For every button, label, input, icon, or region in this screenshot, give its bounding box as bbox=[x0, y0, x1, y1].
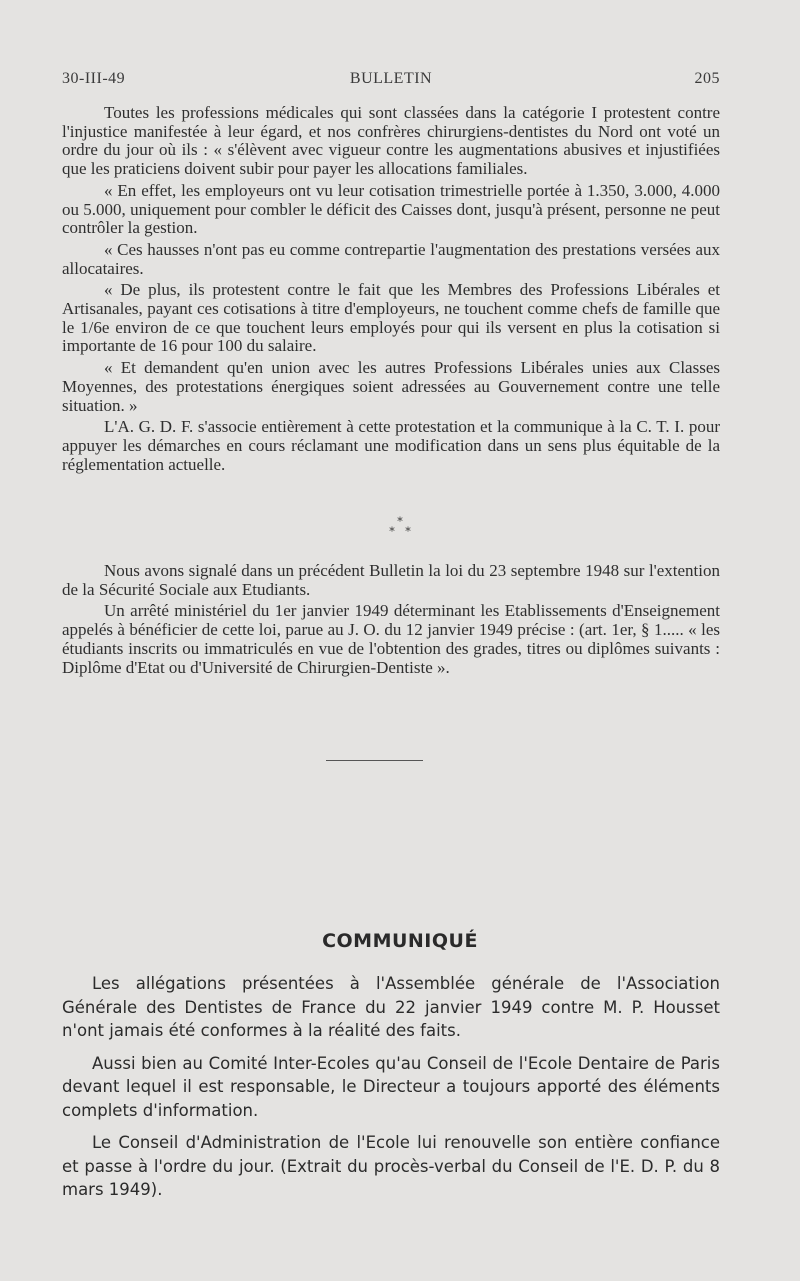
communique-text bbox=[62, 972, 720, 1211]
asterism-separator bbox=[0, 517, 800, 537]
etudiants-section bbox=[62, 562, 720, 680]
page-header bbox=[62, 70, 720, 92]
header-date: 30-III-49 bbox=[62, 70, 126, 87]
paragraph: « Ces hausses n'ont pas eu comme contrepartie l'augmentation des prestations versées aux allocataires. bbox=[62, 239, 720, 278]
paragraph: « En effet, les employeurs ont vu leur cotisation trimestrielle portée à 1.350, 3.000, 4.000 ou 5.000, uniquement pour combler le déficit des Caisses dont, jusqu'à présent, personne ne peut contrôler la gestion. bbox=[62, 180, 720, 238]
paragraph: Les allégations présentées à l'Assemblée générale de l'Association Générale des Dentistes de France du 22 janvier 1949 contre M. P. Housset n'ont jamais été conformes à la réalité des faits. bbox=[62, 974, 720, 1040]
paragraph: Aussi bien au Comité Inter-Ecoles qu'au Conseil de l'Ecole Dentaire de Paris devant lequel il est responsable, le Directeur a toujours apporté des éléments complets d'information. bbox=[62, 1053, 720, 1120]
paragraph: « Et demandent qu'en union avec les autres Professions Libérales unies aux Classes Moyennes, des protestations énergiques soient adressées au Gouvernement contre une telle situation. » bbox=[62, 358, 720, 415]
star-top: * bbox=[397, 515, 403, 528]
header-title: BULLETIN bbox=[349, 70, 433, 87]
section-divider bbox=[326, 760, 423, 761]
paragraph: L'A. G. D. F. s'associe entièrement à cette protestation et la communique à la C. T. I. pour appuyer les démarches en cours réclamant une modification dans un sens plus équitable de la réglementation actuelle. bbox=[62, 417, 720, 474]
star-bottom: * * bbox=[389, 525, 411, 538]
paragraph: Toutes les professions médicales qui sont classées dans la catégorie I protestent contre l'injustice manifestée à leur égard, et nos confrères chirurgiens-dentistes du Nord ont voté un ordre du jour où ils : « s'élèvent avec vigueur contre les augmentations abusives et injustifiées que les praticiens doivent subir pour payer les allocations familiales. bbox=[62, 103, 720, 179]
paragraph: « De plus, ils protestent contre le fait que les Membres des Professions Libérales et Artisanales, payant ces cotisations à titre d'employeurs, ne touchent comme chefs de famille que le 1/6e environ de ce que touchent leurs employés pour qui ils versent en plus la cotisation si importante de 16 pour 100 du salaire. bbox=[62, 280, 720, 356]
communique-title: COMMUNIQUÉ bbox=[322, 930, 478, 952]
paragraph: Le Conseil d'Administration de l'Ecole lui renouvelle son entière confiance et passe à l'ordre du jour. (Extrait du procès-verbal du Conseil de l'E. D. P. du 8 mars 1949). bbox=[62, 1133, 720, 1199]
bulletin-text bbox=[62, 104, 720, 477]
paragraph: Nous avons signalé dans un précédent Bulletin la loi du 23 septembre 1948 sur l'extention de la Sécurité Sociale aux Etudiants. bbox=[62, 561, 720, 599]
header-page-number: 205 bbox=[694, 70, 720, 87]
paragraph: Un arrêté ministériel du 1er janvier 1949 déterminant les Etablissements d'Enseignement appelés à bénéficier de cette loi, parue au J. O. du 12 janvier 1949 précise : (art. 1er, § 1..... « les étudiants inscrits ou immatriculés en vue de l'obtention des grades, titres ou diplômes suivants : Diplôme d'Etat ou d'Université de Chirurgien-Dentiste ». bbox=[62, 601, 720, 677]
